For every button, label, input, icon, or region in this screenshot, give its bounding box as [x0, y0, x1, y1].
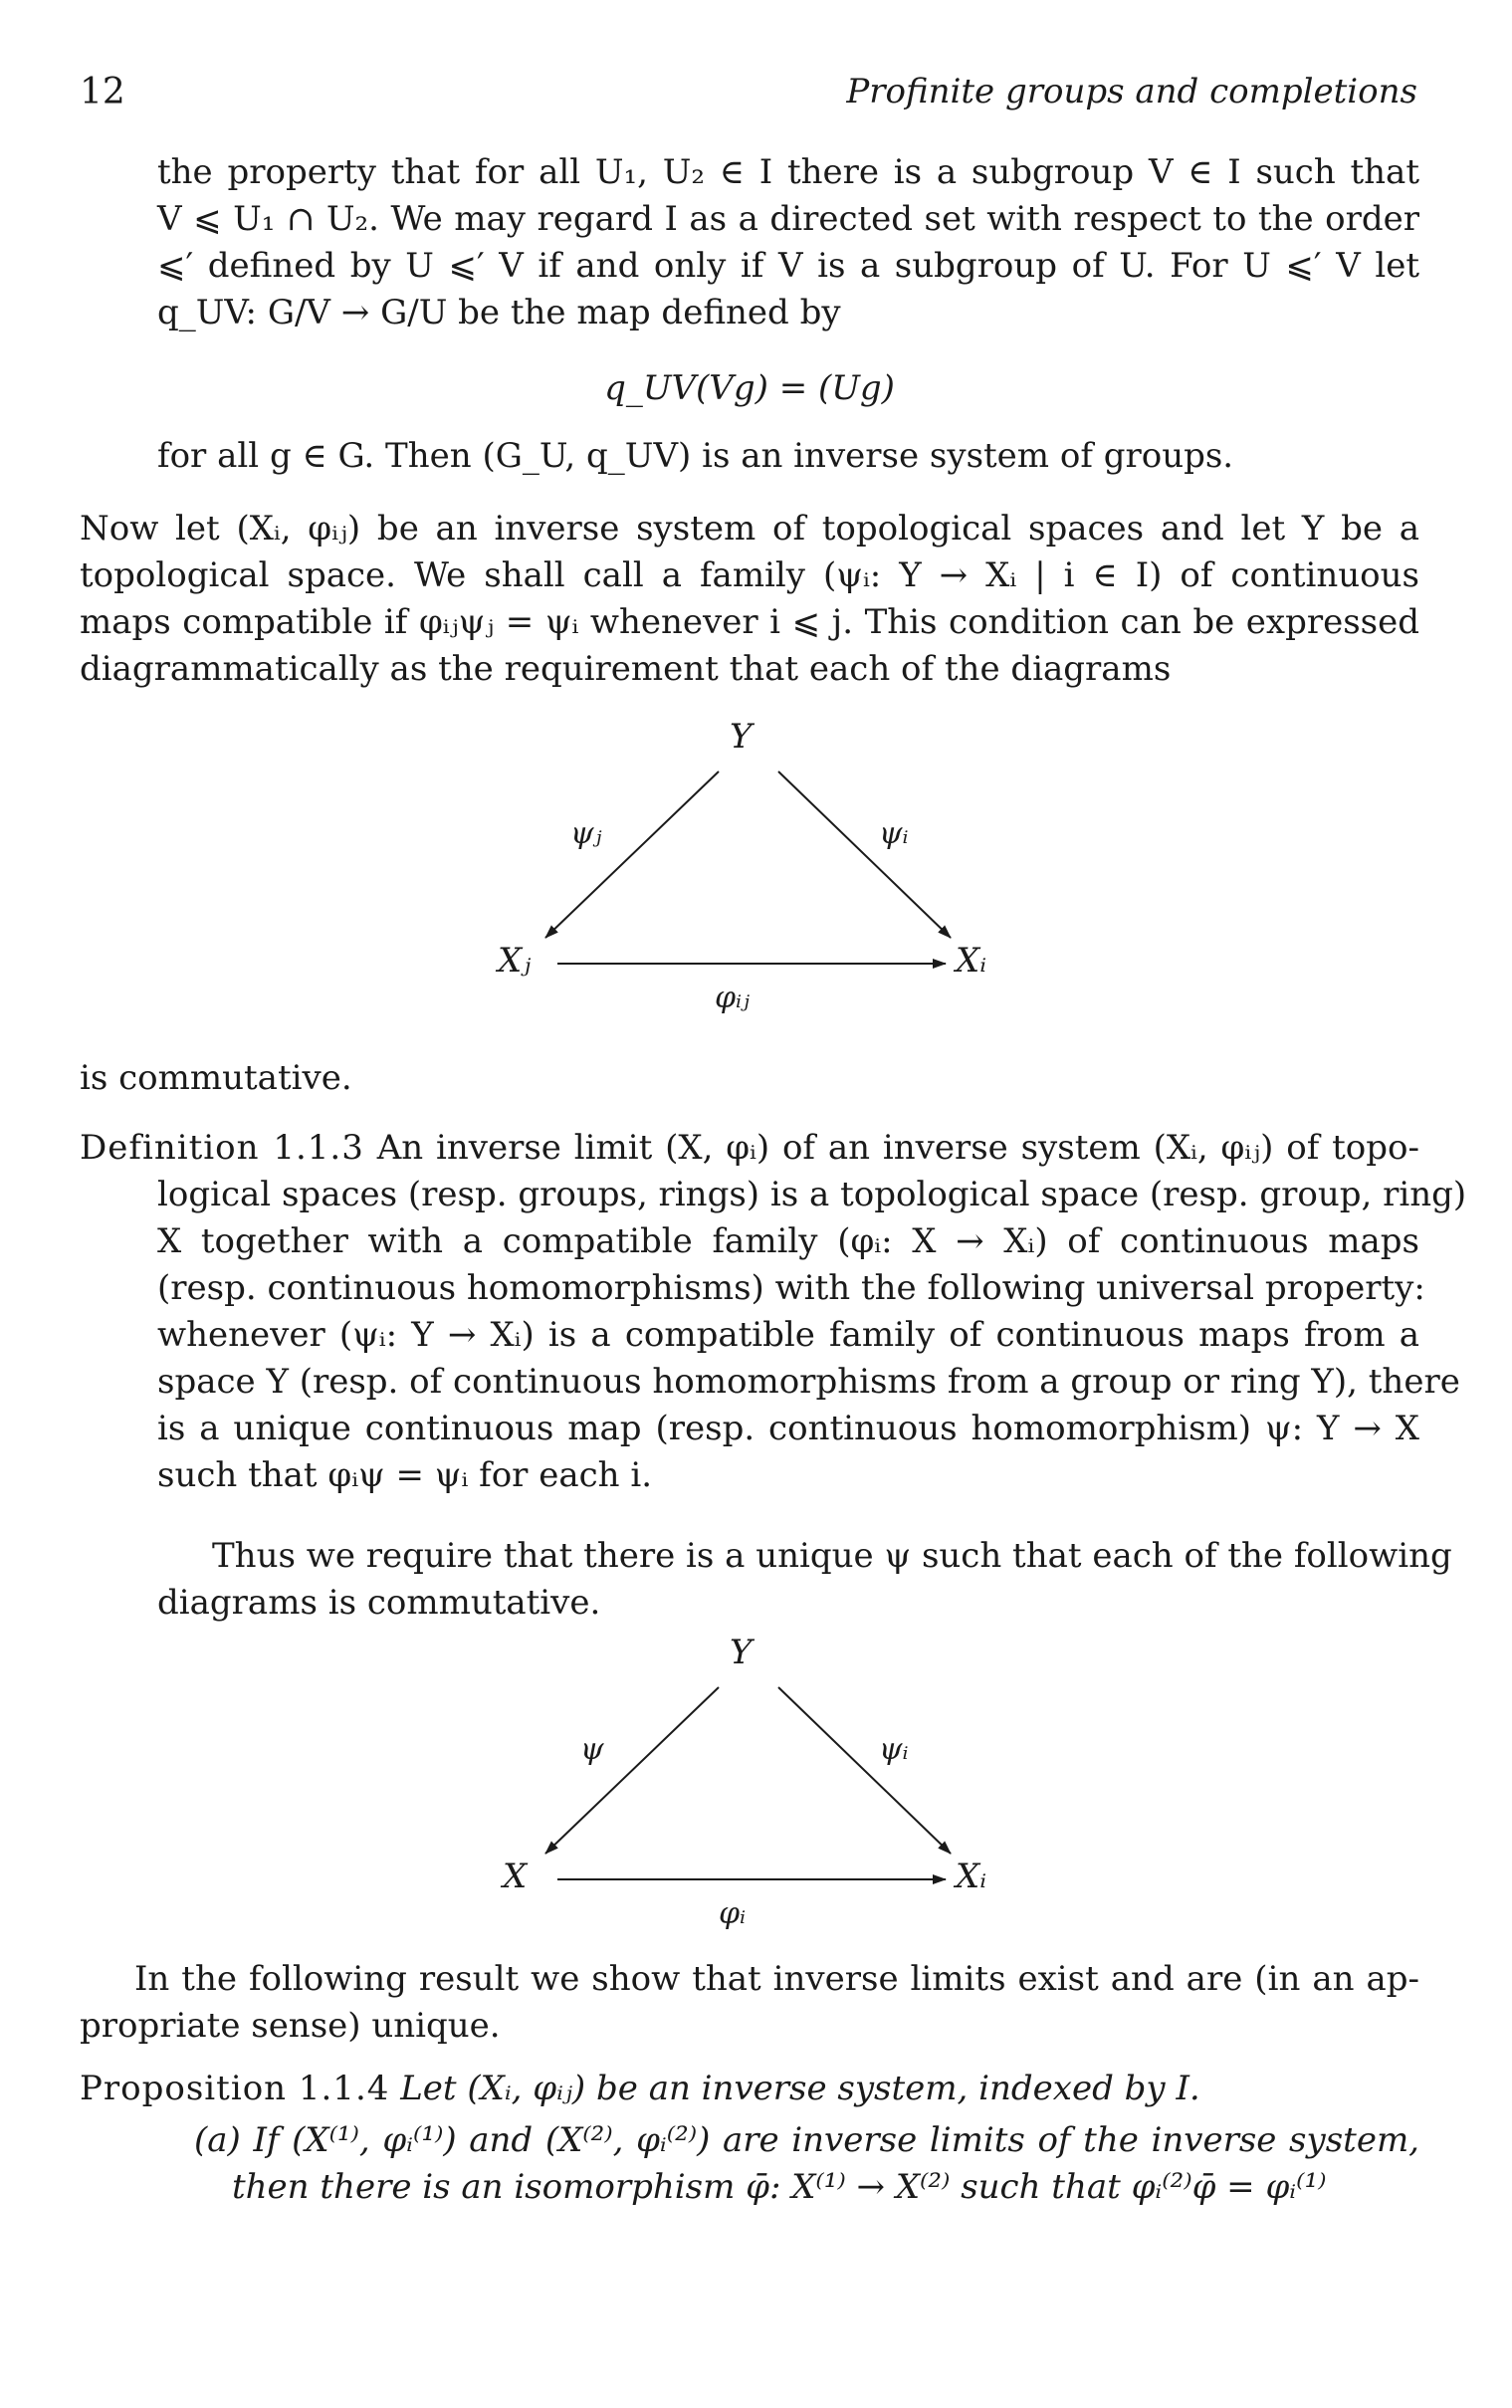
definition-body — [157, 1172, 1467, 1499]
label-phi-ij: φᵢⱼ — [715, 981, 750, 1015]
text-line: diagrammatically as the requirement that each of the diagrams — [80, 649, 1172, 689]
commutative-diagram-2 — [0, 1633, 1512, 1951]
label-phi-i: φᵢ — [719, 1896, 747, 1931]
arrow-psi-i — [778, 771, 951, 938]
label-psi-i: ψᵢ — [879, 1732, 909, 1767]
text-line: V ⩽ U₁ ∩ U₂. We may regard I as a directed set with respect to the order — [157, 199, 1419, 239]
text-line: q_UV: G/V → G/U be the map defined by — [157, 293, 841, 332]
text-line: ⩽′ defined by U ⩽′ V if and only if V is a subgroup of U. For U ⩽′ V let — [157, 246, 1419, 286]
page-header — [80, 72, 1417, 121]
label-psi-j: ψⱼ — [570, 816, 602, 851]
proposition-first-line — [80, 2066, 1419, 2112]
paragraph-inverse-system-groups — [157, 433, 1419, 480]
label-psi-i: ψᵢ — [879, 816, 909, 851]
node-Y: Y — [730, 1633, 753, 1672]
text-line: such that φᵢψ = ψᵢ for each i. — [157, 1455, 653, 1495]
proposition-heading: Proposition 1.1.4 — [80, 2069, 390, 2108]
arrow-psi — [545, 1687, 719, 1854]
text-line: topological space. We shall call a family (ψᵢ: Y → Xᵢ | i ∈ I) of continuous — [80, 555, 1419, 595]
text-line: X together with a compatible family (φᵢ: X → Xᵢ) of continuous maps — [157, 1221, 1419, 1261]
diagram-1-arrows — [0, 717, 1512, 1035]
text-line: Thus we require that there is a unique ψ such that each of the following — [212, 1536, 1452, 1576]
node-Y: Y — [730, 717, 753, 757]
node-Xi: Xᵢ — [956, 1857, 987, 1896]
node-Xi: Xᵢ — [956, 941, 987, 981]
text-line: then there is an isomorphism φ̄: X⁽¹⁾ → X⁽²⁾ such that φᵢ⁽²⁾φ̄ = φᵢ⁽¹⁾ — [232, 2167, 1327, 2207]
definition-heading: Definition 1.1.3 — [80, 1128, 364, 1168]
text-line: (resp. continuous homomorphisms) with the following universal property: — [157, 1268, 1425, 1308]
proposition-1-1-4 — [80, 2066, 1419, 2112]
node-Xj: Xⱼ — [498, 941, 532, 981]
arrow-psi-i — [778, 1687, 951, 1854]
paragraph-is-commutative — [80, 1055, 1419, 1102]
page-number: 12 — [80, 72, 125, 112]
commutative-diagram-1 — [0, 717, 1512, 1035]
text-line: is commutative. — [80, 1058, 352, 1098]
text-line: is a unique continuous map (resp. continuous homomorphism) ψ: Y → X — [157, 1409, 1419, 1448]
text-line: whenever (ψᵢ: Y → Xᵢ) is a compatible family of continuous maps from a — [157, 1315, 1419, 1355]
paragraph-existence-uniqueness — [80, 1956, 1419, 2050]
label-psi: ψ — [580, 1732, 604, 1767]
definition-1-1-3 — [80, 1125, 1419, 1172]
text-line: the property that for all U₁, U₂ ∈ I there is a subgroup V ∈ I such that — [157, 152, 1419, 192]
paragraph-property — [157, 149, 1419, 336]
text-line: propriate sense) unique. — [80, 2006, 501, 2046]
diagram-2-arrows — [0, 1633, 1512, 1951]
text-line: for all g ∈ G. Then (G_U, q_UV) is an inverse system of groups. — [157, 436, 1234, 476]
definition-first-line: Definition 1.1.3 An inverse limit (X, φᵢ) of an inverse system (Xᵢ, φᵢⱼ) of topo- — [80, 1128, 1419, 1168]
text-line: maps compatible if φᵢⱼψⱼ = ψᵢ whenever i ⩽ j. This condition can be expressed — [80, 602, 1419, 642]
text-line: space Y (resp. of continuous homomorphisms from a group or ring Y), there — [157, 1362, 1460, 1402]
text-line: In the following result we show that inverse limits exist and are (in an ap- — [134, 1959, 1419, 1999]
paragraph-compatible-family — [80, 506, 1419, 693]
proposition-statement: Let (Xᵢ, φᵢⱼ) be an inverse system, indexed by I. — [400, 2069, 1200, 2108]
text-line: diagrams is commutative. — [157, 1583, 601, 1623]
proposition-item-a — [194, 2117, 1419, 2211]
arrow-psi-j — [545, 771, 719, 938]
text-line: (a) If (X⁽¹⁾, φᵢ⁽¹⁾) and (X⁽²⁾, φᵢ⁽²⁾) are inverse limits of the inverse system, — [194, 2120, 1419, 2160]
running-head: Profinite groups and completions — [846, 72, 1417, 111]
text-line: Now let (Xᵢ, φᵢⱼ) be an inverse system of topological spaces and let Y be a — [80, 509, 1419, 548]
node-X: X — [503, 1857, 528, 1896]
text-line: logical spaces (resp. groups, rings) is a topological space (resp. group, ring) — [157, 1175, 1467, 1214]
definition-paragraph-2 — [157, 1533, 1452, 1627]
formula-quv: q_UV(Vg) = (Ug) — [604, 368, 895, 408]
